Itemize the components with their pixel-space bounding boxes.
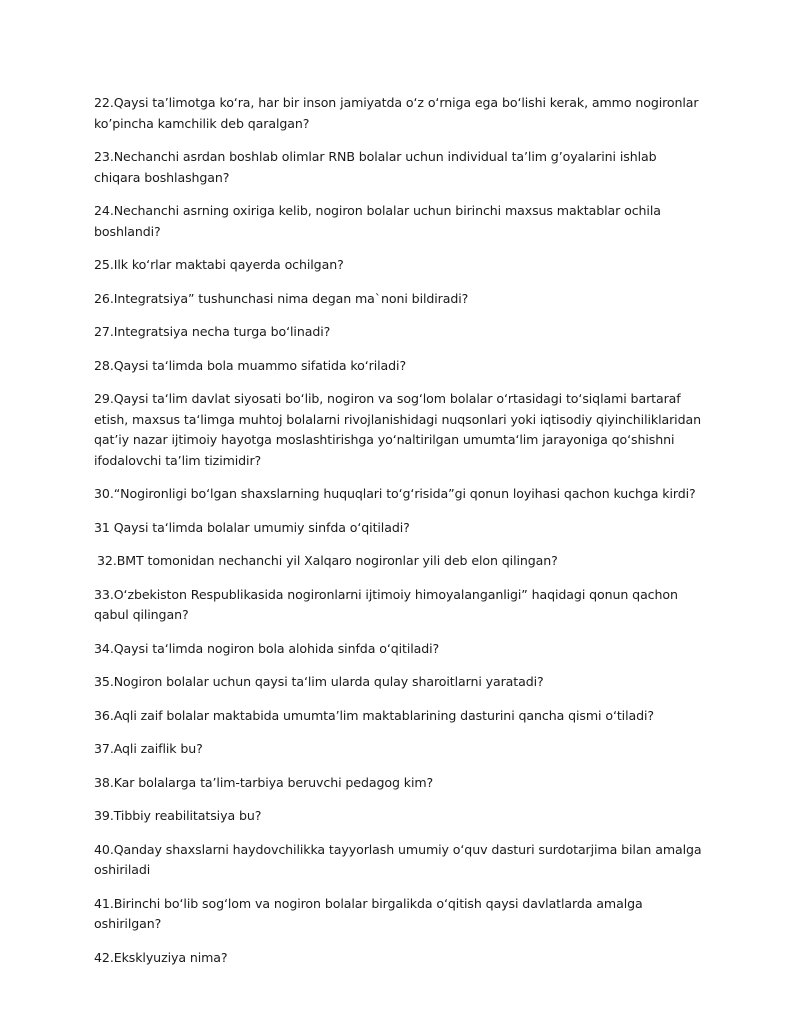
question-27: 27.Integratsiya necha turga bo‘linadi? <box>94 324 331 339</box>
question-33: 33.O‘zbekiston Respublikasida nogironlarni ijtimoiy himoyalanganligi” haqidagi qonun qachon qabul qilingan? <box>94 586 678 622</box>
question-26: 26.Integratsiya” tushunchasi nima degan ma`noni bildiradi? <box>94 290 469 306</box>
question-41: 41.Birinchi bo‘lib sog‘lom va nogiron bolalar birgalikda o‘qitish qaysi davlatlarda amalga oshirilgan? <box>94 895 643 931</box>
question-28: 28.Qaysi ta‘limda bola muammo sifatida ko‘riladi? <box>94 357 407 373</box>
question-23: 23.Nechanchi asrdan boshlab olimlar RNB bolalar uchun individual ta’lim g’oyalarini ishlab chiqara boshlashgan? <box>94 149 657 185</box>
question-40: 40.Qanday shaxslarni haydovchilikka tayyorlash umumiy o‘quv dasturi surdotarjima bilan amalga oshiriladi <box>94 841 702 877</box>
question-36: 36.Aqli zaif bolalar maktabida umumta’lim maktablarining dasturini qancha qismi o‘tiladi? <box>94 707 654 723</box>
question-39: 39.Tibbiy reabilitatsiya bu? <box>94 808 262 823</box>
question-22: 22.Qaysi ta’limotga ko‘ra, har bir inson jamiyatda o‘z o‘rniga ega bo‘lishi kerak, ammo nogironlar ko’pincha kamchilik deb qaralgan? <box>94 95 699 131</box>
question-24: 24.Nechanchi asrning oxiriga kelib, nogiron bolalar uchun birinchi maxsus maktablar ochila boshlandi? <box>94 203 661 239</box>
question-37: 37.Aqli zaiflik bu? <box>94 741 203 756</box>
question-38: 38.Kar bolalarga ta’lim-tarbiya beruvchi pedagog kim? <box>94 774 434 790</box>
document-page <box>94 93 706 981</box>
question-35: 35.Nogiron bolalar uchun qaysi ta‘lim ularda qulay sharoitlarni yaratadi? <box>94 674 544 689</box>
question-31: 31 Qaysi ta‘limda bolalar umumiy sinfda o‘qitiladi? <box>94 519 410 535</box>
question-30: 30.“Nogironligi bo‘lgan shaxslarning huquqlari to‘g‘risida”gi qonun loyihasi qachon kuchga kirdi? <box>94 486 696 501</box>
question-34: 34.Qaysi ta‘limda nogiron bola alohida sinfda o‘qitiladi? <box>94 640 440 656</box>
question-25: 25.Ilk ko‘rlar maktabi qayerda ochilgan? <box>94 257 344 272</box>
question-32: 32.BMT tomonidan nechanchi yil Xalqaro nogironlar yili deb elon qilingan? <box>97 553 558 568</box>
question-42: 42.Eksklyuziya nima? <box>94 949 228 965</box>
question-29: 29.Qaysi ta‘lim davlat siyosati bo‘lib, nogiron va sog‘lom bolalar o‘rtasidagi to‘siqlami bartaraf etish, maxsus ta‘limga muhtoj bolalarni rivojlanishidagi nuqsonlari yoki iqtisodiy qiyinchiliklaridan qat’iy nazar ijtimoiy hayotga moslashtirishga yo‘naltirilgan umumta‘lim jarayoniga qo‘shishni ifodalovchi ta’lim tizimidir? <box>94 391 701 468</box>
